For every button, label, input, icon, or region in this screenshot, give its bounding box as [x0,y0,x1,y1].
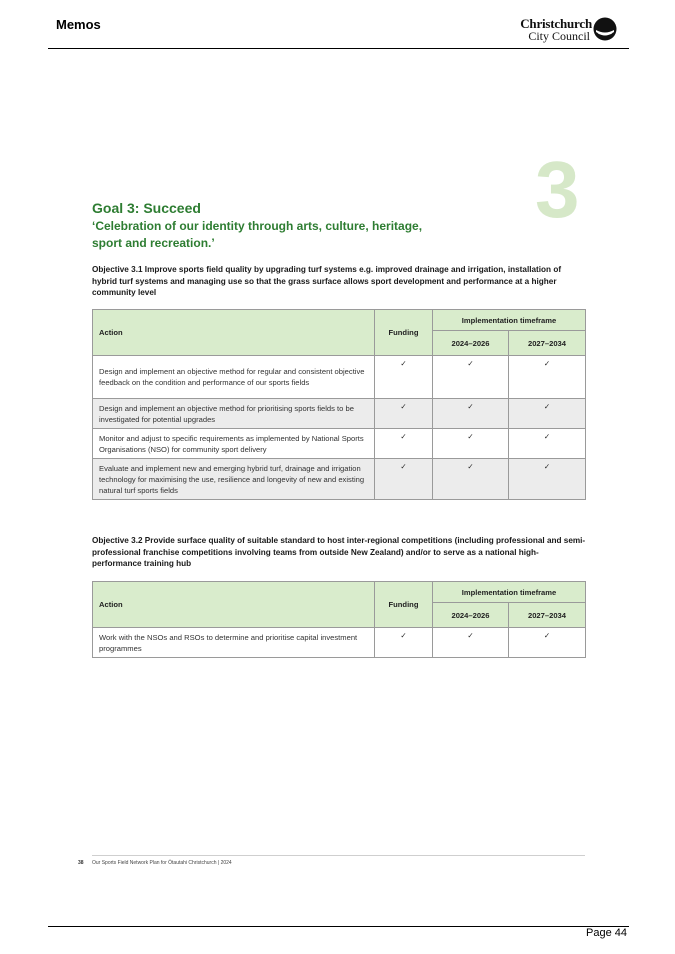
funding-check-icon: ✓ [375,459,433,500]
period1-check-icon: ✓ [433,356,509,399]
period-2027-2034-header: 2027–2034 [509,331,586,356]
header-divider [48,48,629,49]
table-row [93,429,586,459]
logo-line-1: Christchurch [520,16,592,31]
document-page-number: 38 [78,860,84,866]
objective-3-2-text: Objective 3.2 Provide surface quality of suitable standard to host inter-regional competitions (including professional and semi-professional franchise competitions involving teams from outside New Zealand) and/or to serve as a national high-performance training hub [92,536,586,568]
action-cell: Monitor and adjust to specific requirements as implemented by National Sports Organisations (NSO) for community sport delivery [93,429,375,459]
document-footer-text: Our Sports Field Network Plan for Ōtautahi Christchurch | 2024 [92,860,232,866]
objective-3-1-text: Objective 3.1 Improve sports field quality by upgrading turf systems e.g. improved drainage and irrigation, installation of hybrid turf systems and managing use so that the grass surface allows sport development and performance at a higher community level [92,265,562,297]
council-logo [512,16,617,44]
period1-check-icon: ✓ [433,628,509,658]
period2-check-icon: ✓ [509,356,586,399]
footer-divider [48,926,629,927]
goal-subtitle: ‘Celebration of our identity through arts, culture, heritage, sport and recreation.’ [92,219,423,250]
action-cell: Design and implement an objective method for prioritising sports fields to be investigated for potential upgrades [93,399,375,429]
council-emblem-icon [593,17,617,41]
period1-check-icon: ✓ [433,429,509,459]
funding-column-header: Funding [375,310,433,356]
funding-check-icon: ✓ [375,356,433,399]
period2-check-icon: ✓ [509,429,586,459]
period1-check-icon: ✓ [433,399,509,429]
timeframe-column-header: Implementation timeframe [433,582,586,603]
timeframe-column-header: Implementation timeframe [433,310,586,331]
memo-header-title: Memos [56,17,101,32]
logo-line-2: City Council [528,29,590,43]
period2-check-icon: ✓ [509,459,586,500]
period1-check-icon: ✓ [433,459,509,500]
period2-check-icon: ✓ [509,628,586,658]
table-row [93,356,586,399]
objective-3-1-table [92,309,586,500]
goal-number: 3 [535,145,580,234]
funding-column-header: Funding [375,582,433,628]
period-2024-2026-header: 2024–2026 [433,331,509,356]
funding-check-icon: ✓ [375,399,433,429]
table-row [93,628,586,658]
period-2027-2034-header: 2027–2034 [509,603,586,628]
table-row [93,459,586,500]
goal-title: Goal 3: Succeed [92,200,201,216]
objective-3-2-table [92,581,586,658]
page-number: Page 44 [586,927,627,939]
action-cell: Work with the NSOs and RSOs to determine and prioritise capital investment programmes [93,628,375,658]
action-cell: Design and implement an objective method for regular and consistent objective feedback on the condition and performance of our sports fields [93,356,375,399]
funding-check-icon: ✓ [375,628,433,658]
action-column-header: Action [93,310,375,356]
action-cell: Evaluate and implement new and emerging hybrid turf, drainage and irrigation technology for maximising the use, resilience and longevity of new and existing natural turf sports fields [93,459,375,500]
period-2024-2026-header: 2024–2026 [433,603,509,628]
action-column-header: Action [93,582,375,628]
document-footer-divider [92,855,585,856]
funding-check-icon: ✓ [375,429,433,459]
period2-check-icon: ✓ [509,399,586,429]
table-row [93,399,586,429]
